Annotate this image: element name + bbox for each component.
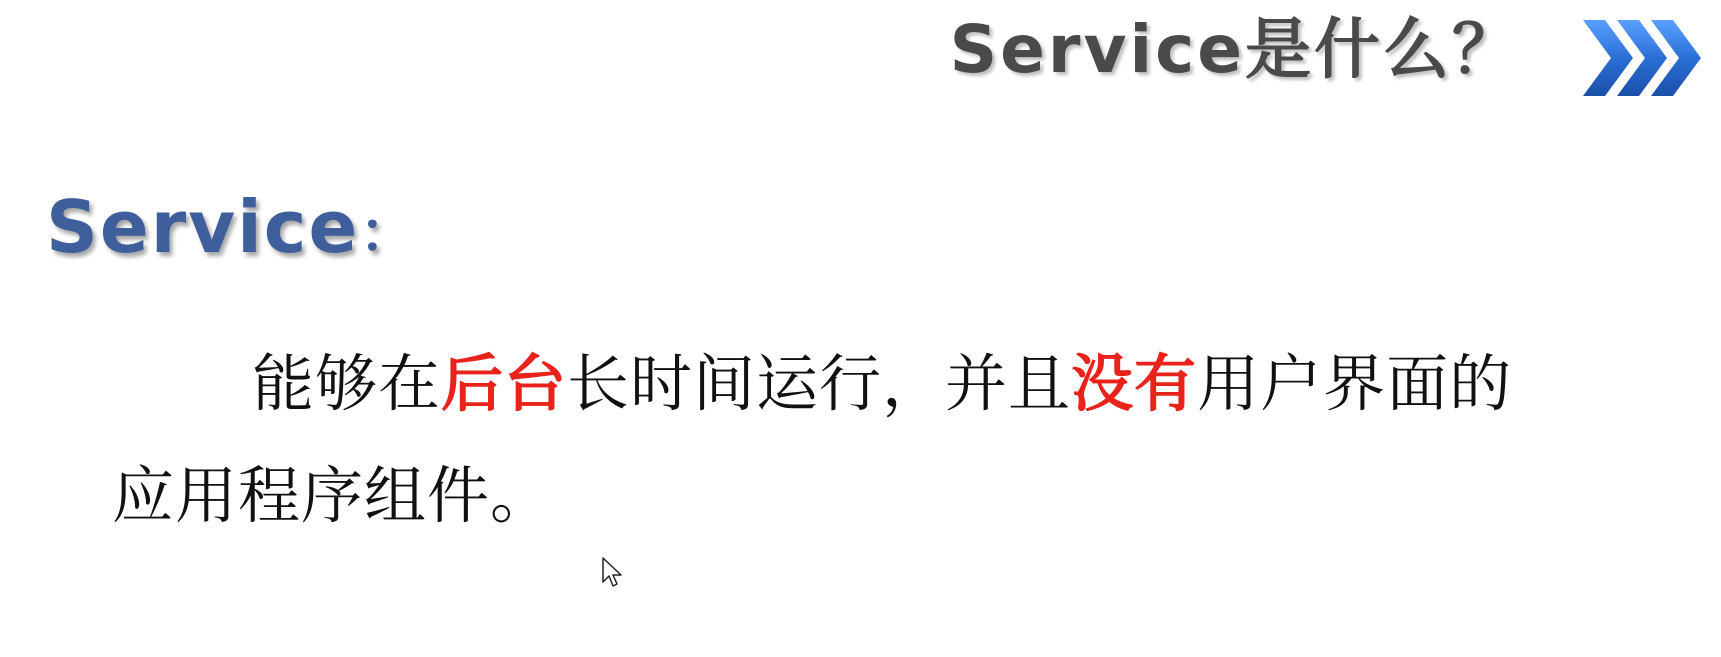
heading-colon: ： — [359, 201, 418, 266]
triple-chevron-right-icon — [1583, 18, 1703, 98]
highlight-background: 后台 — [441, 347, 568, 420]
body-segment-2: 长时间运行，并且 — [567, 347, 1072, 420]
highlight-no-ui: 没有 — [1071, 347, 1198, 420]
section-heading — [46, 185, 418, 269]
body-segment-3: 用户界面的应用程序组件。 — [112, 347, 1513, 532]
mouse-cursor-icon — [602, 557, 624, 589]
heading-word: Service — [46, 185, 360, 269]
body-segment-1: 能够在 — [252, 347, 442, 420]
slide-title: Service是什么？ — [949, 11, 1521, 88]
definition-paragraph — [112, 328, 1552, 552]
